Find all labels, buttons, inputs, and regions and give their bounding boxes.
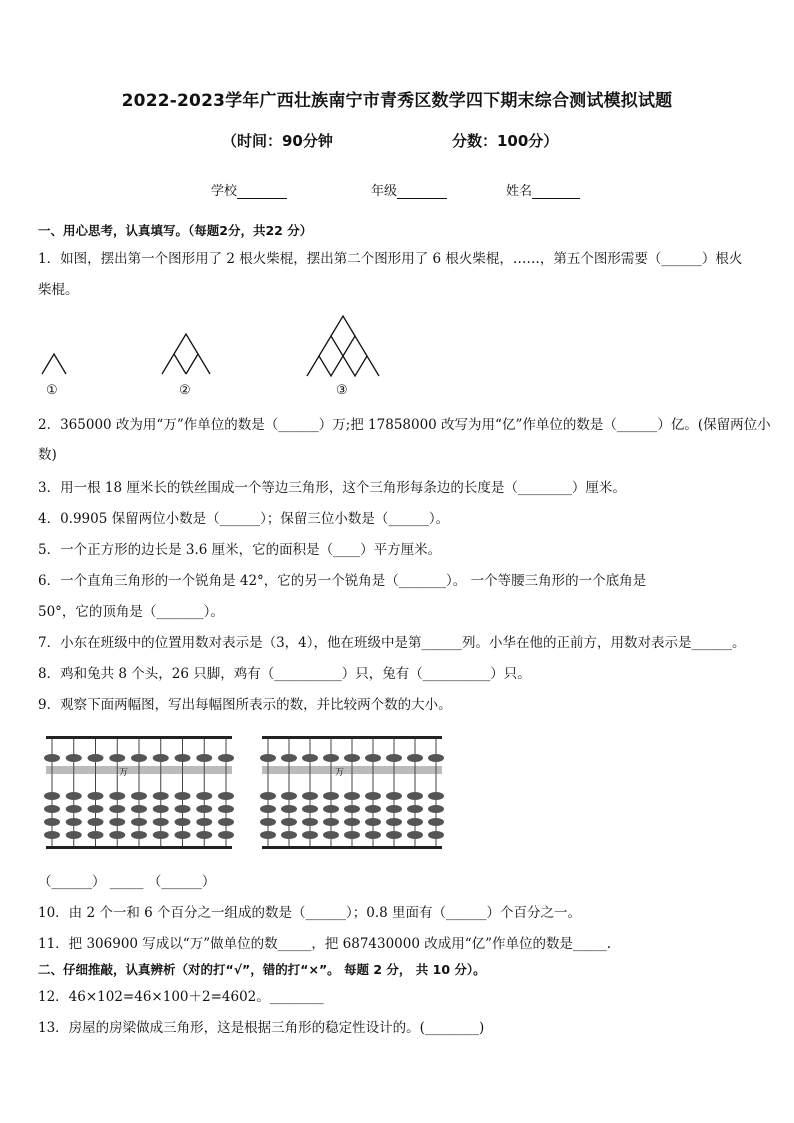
abacus-lower-bead <box>66 805 82 813</box>
abacus-lower-bead <box>365 831 381 839</box>
abacus-lower-bead <box>386 831 402 839</box>
section-1-heading: 一、用心思考，认真填写。（每题2分，共22 分） <box>38 223 313 238</box>
question-9-answer: （______） _____ （______） <box>38 874 216 890</box>
abacus-lower-bead <box>344 805 360 813</box>
matchstick-figure-2 <box>160 332 214 378</box>
abacus-lower-bead <box>153 831 169 839</box>
abacus-1 <box>46 736 232 850</box>
abacus-upper-bead <box>109 754 125 762</box>
page-title: 2022-2023学年广西壮族南宁市青秀区数学四下期末综合测试模拟试题 <box>121 91 673 111</box>
grade-field[interactable] <box>371 180 447 199</box>
abacus-lower-bead <box>196 818 212 826</box>
question-3: 3．用一根 18 厘米长的铁丝围成一个等边三角形，这个三角形每条边的长度是（________）厘米。 <box>38 480 626 496</box>
abacus-lower-bead <box>365 818 381 826</box>
abacus-lower-bead <box>218 818 234 826</box>
abacus-lower-bead <box>386 818 402 826</box>
abacus-lower-bead <box>407 818 423 826</box>
abacus-lower-bead <box>131 792 147 800</box>
abacus-upper-bead <box>260 754 276 762</box>
abacus-lower-bead <box>218 792 234 800</box>
abacus-lower-bead <box>260 792 276 800</box>
grade-label: 年级 <box>371 184 398 199</box>
abacus-lower-bead <box>323 831 339 839</box>
abacus-lower-bead <box>196 805 212 813</box>
abacus-lower-bead <box>344 792 360 800</box>
abacus-lower-bead <box>196 831 212 839</box>
abacus-top-frame <box>262 736 442 739</box>
abacus-lower-bead <box>66 792 82 800</box>
school-field[interactable] <box>211 180 287 199</box>
school-label: 学校 <box>211 184 238 199</box>
abacus-lower-bead <box>428 792 444 800</box>
abacus-upper-bead <box>66 754 82 762</box>
abacus-lower-bead <box>428 805 444 813</box>
abacus-lower-bead <box>323 792 339 800</box>
abacus-lower-bead <box>428 818 444 826</box>
abacus-upper-bead <box>386 754 402 762</box>
abacus-upper-bead <box>428 754 444 762</box>
abacus-upper-bead <box>218 754 234 762</box>
question-9: 9．观察下面两幅图，写出每幅图所表示的数，并比较两个数的大小。 <box>38 697 452 713</box>
name-blank[interactable] <box>532 198 580 199</box>
school-blank[interactable] <box>237 198 287 199</box>
abacus-lower-bead <box>407 831 423 839</box>
abacus-lower-bead <box>302 805 318 813</box>
name-label: 姓名 <box>506 184 533 199</box>
abacus-lower-bead <box>153 805 169 813</box>
abacus-lower-bead <box>386 805 402 813</box>
abacus-lower-bead <box>365 792 381 800</box>
abacus-lower-bead <box>260 831 276 839</box>
abacus-upper-bead <box>407 754 423 762</box>
abacus-lower-bead <box>344 818 360 826</box>
abacus-lower-bead <box>66 831 82 839</box>
abacus-1-wan-mark: 万 <box>119 768 129 778</box>
abacus-lower-bead <box>44 831 60 839</box>
matchstick-figure-3 <box>305 312 383 378</box>
abacus-lower-bead <box>131 818 147 826</box>
question-6-line-2: 50°，它的顶角是（_______）。 <box>38 604 224 620</box>
abacus-lower-bead <box>218 805 234 813</box>
abacus-lower-bead <box>302 831 318 839</box>
abacus-upper-bead <box>175 754 191 762</box>
question-2-line-1: 2．365000 改为用“万”作单位的数是（______）万;把 17858000 改写为用“亿”作单位的数是（______）亿。(保留两位小 <box>38 417 771 433</box>
abacus-lower-bead <box>302 818 318 826</box>
abacus-lower-bead <box>386 792 402 800</box>
grade-blank[interactable] <box>397 198 447 199</box>
abacus-lower-bead <box>109 831 125 839</box>
abacus-upper-bead <box>281 754 297 762</box>
question-12: 12．46×102=46×100＋2=4602。________ <box>38 989 324 1005</box>
section-2-heading: 二、仔细推敲，认真辨析（对的打“√”，错的打“×”。 每题 2 分， 共 10 分）。 <box>38 962 486 977</box>
abacus-lower-bead <box>281 805 297 813</box>
question-8: 8．鸡和兔共 8 个头，26 只脚，鸡有（__________）只，兔有（__________）只。 <box>38 666 531 682</box>
abacus-lower-bead <box>44 805 60 813</box>
total-score: 分数：100分） <box>452 132 559 150</box>
abacus-bottom-frame <box>46 846 232 849</box>
question-5: 5．一个正方形的边长是 3.6 厘米，它的面积是（____）平方厘米。 <box>38 542 442 558</box>
abacus-lower-bead <box>407 792 423 800</box>
abacus-lower-bead <box>109 792 125 800</box>
abacus-lower-bead <box>175 831 191 839</box>
abacus-upper-bead <box>196 754 212 762</box>
abacus-lower-bead <box>131 805 147 813</box>
figure-label-2: ② <box>179 383 191 398</box>
question-7: 7．小东在班级中的位置用数对表示是（3，4），他在班级中是第______列。小华在他的正前方，用数对表示是______。 <box>38 635 746 651</box>
abacus-lower-bead <box>281 831 297 839</box>
abacus-lower-bead <box>175 818 191 826</box>
abacus-lower-bead <box>365 805 381 813</box>
question-2-line-2: 数) <box>38 447 57 463</box>
abacus-lower-bead <box>407 805 423 813</box>
abacus-lower-bead <box>323 818 339 826</box>
question-13: 13．房屋的房梁做成三角形，这是根据三角形的稳定性设计的。(________) <box>38 1020 485 1036</box>
question-11: 11．把 306900 写成以“万”做单位的数_____，把 687430000 改成用“亿”作单位的数是_____. <box>38 936 612 952</box>
figure-label-1: ① <box>46 383 58 398</box>
abacus-upper-bead <box>88 754 104 762</box>
name-field[interactable] <box>506 180 580 199</box>
abacus-upper-bead <box>153 754 169 762</box>
abacus-lower-bead <box>44 792 60 800</box>
abacus-lower-bead <box>344 831 360 839</box>
abacus-upper-bead <box>302 754 318 762</box>
abacus-lower-bead <box>44 818 60 826</box>
abacus-top-frame <box>46 736 232 739</box>
abacus-lower-bead <box>109 818 125 826</box>
abacus-upper-bead <box>44 754 60 762</box>
abacus-lower-bead <box>302 792 318 800</box>
abacus-upper-bead <box>344 754 360 762</box>
abacus-lower-bead <box>428 831 444 839</box>
abacus-lower-bead <box>153 818 169 826</box>
abacus-lower-bead <box>260 818 276 826</box>
matchstick-figure-1 <box>40 350 70 378</box>
abacus-upper-bead <box>131 754 147 762</box>
abacus-upper-bead <box>365 754 381 762</box>
abacus-2 <box>262 736 442 850</box>
abacus-lower-bead <box>88 792 104 800</box>
question-10: 10．由 2 个一和 6 个百分之一组成的数是（______）；0.8 里面有（______）个百分之一。 <box>38 905 582 921</box>
abacus-lower-bead <box>88 831 104 839</box>
abacus-bottom-frame <box>262 846 442 849</box>
question-6-line-1: 6．一个直角三角形的一个锐角是 42°，它的另一个锐角是（_______）。 一个等腰三角形的一个底角是 <box>38 573 647 589</box>
figure-label-3: ③ <box>336 383 348 398</box>
abacus-upper-bead <box>323 754 339 762</box>
abacus-lower-bead <box>88 805 104 813</box>
abacus-lower-bead <box>218 831 234 839</box>
abacus-2-wan-mark: 万 <box>335 768 345 778</box>
abacus-lower-bead <box>323 805 339 813</box>
abacus-lower-bead <box>88 818 104 826</box>
question-4: 4．0.9905 保留两位小数是（______）；保留三位小数是（______）。 <box>38 511 450 527</box>
question-1-line-2: 柴棍。 <box>38 282 79 298</box>
abacus-lower-bead <box>260 805 276 813</box>
abacus-lower-bead <box>196 792 212 800</box>
abacus-lower-bead <box>131 831 147 839</box>
abacus-lower-bead <box>153 792 169 800</box>
time-limit: （时间：90分钟 <box>222 132 333 150</box>
abacus-lower-bead <box>175 792 191 800</box>
abacus-lower-bead <box>109 805 125 813</box>
question-1-line-1: 1．如图，摆出第一个图形用了 2 根火柴棍，摆出第二个图形用了 6 根火柴棍，……，第五个图形需要（______）根火 <box>38 251 743 267</box>
abacus-lower-bead <box>175 805 191 813</box>
abacus-lower-bead <box>66 818 82 826</box>
abacus-lower-bead <box>281 818 297 826</box>
abacus-lower-bead <box>281 792 297 800</box>
